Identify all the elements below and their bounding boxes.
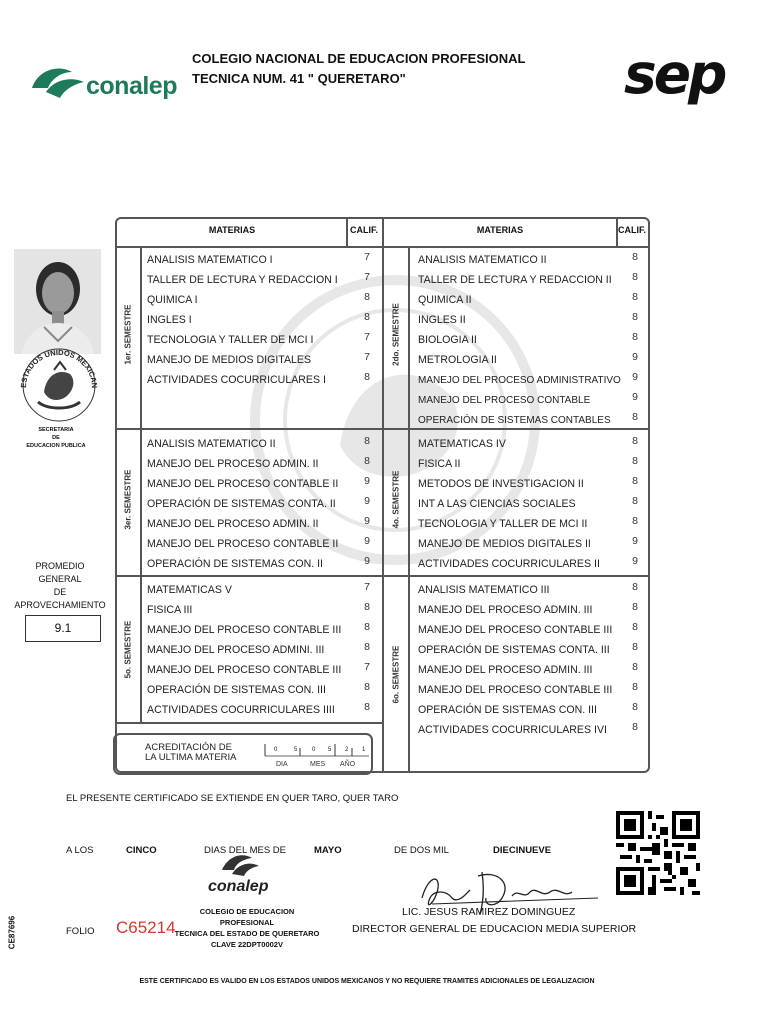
subject-row	[418, 534, 638, 554]
subject-grade: 8	[632, 311, 638, 323]
subject-row	[418, 434, 638, 454]
subject-name: MANEJO DEL PROCESO CONTABLE III	[147, 664, 342, 676]
subject-name: QUIMICA II	[418, 294, 472, 306]
subject-name: ANALISIS MATEMATICO III	[418, 584, 550, 596]
validity-footer-note: ESTE CERTIFICADO ES VALIDO EN LOS ESTADOS UNIDOS MEXICANOS Y NO REQUIERE TRAMITES ADICIONALES DE LEGALIZACION	[139, 978, 595, 985]
subject-grade: 8	[632, 251, 638, 263]
conalep-logo-mark-icon	[28, 58, 88, 104]
subject-grade: 9	[632, 555, 638, 567]
subject-grade: 8	[632, 271, 638, 283]
de-dos-mil-label: DE DOS MIL	[394, 845, 449, 856]
signer-name: LIC. JESUS RAMIREZ DOMINGUEZ	[402, 906, 576, 918]
student-photo	[14, 249, 101, 354]
date-tick-marks	[264, 743, 370, 757]
qr-code	[616, 810, 700, 896]
subject-row	[418, 680, 638, 700]
subject-grade: 9	[364, 475, 370, 487]
subject-name: OPERACIÓN DE SISTEMAS CON. II	[147, 558, 324, 570]
subject-row	[418, 700, 638, 720]
subject-grade: 8	[632, 515, 638, 527]
subject-name: MANEJO DEL PROCESO CONTABLE	[418, 395, 591, 406]
institution-line-2: TECNICA NUM. 41 " QUERETARO"	[192, 71, 406, 86]
year-word: DIECINUEVE	[493, 845, 552, 856]
date-digit: 0	[274, 747, 278, 753]
date-digit: 2	[345, 747, 349, 753]
subject-grade: 7	[364, 661, 370, 673]
subject-row	[147, 474, 370, 494]
subject-row	[418, 350, 638, 370]
subject-grade: 7	[364, 331, 370, 343]
subject-grade: 8	[632, 291, 638, 303]
subject-name: MANEJO DEL PROCESO ADMIN. III	[418, 604, 593, 616]
subject-name: MANEJO DEL PROCESO CONTABLE III	[418, 684, 613, 696]
subject-row	[418, 474, 638, 494]
folio-number: C65214	[116, 918, 176, 937]
subject-name: ANALISIS MATEMATICO I	[147, 254, 273, 266]
signer-title: DIRECTOR GENERAL DE EDUCACION MEDIA SUPERIOR	[352, 923, 637, 935]
semester-label-4: 4o. SEMESTRE	[391, 470, 401, 529]
subject-name: ACTIVIDADES COCURRICULARES IIII	[147, 704, 335, 716]
subject-grade: 8	[632, 641, 638, 653]
subject-grade: 9	[632, 351, 638, 363]
subject-row	[147, 494, 370, 514]
subject-row	[418, 514, 638, 534]
institution-stamp	[172, 850, 322, 949]
seal-caption	[20, 426, 92, 450]
subject-grade: 8	[364, 371, 370, 383]
subject-grade: 8	[364, 681, 370, 693]
semester-6-rows	[418, 580, 638, 740]
institution-line-1: COLEGIO NACIONAL DE EDUCACION PROFESIONAL	[192, 51, 526, 66]
sep-logo: sep	[624, 42, 725, 106]
semester-label-3: 3er. SEMESTRE	[123, 469, 133, 530]
accreditation-date	[264, 743, 370, 771]
date-caption-mes: MES	[310, 761, 326, 768]
subject-row	[147, 330, 370, 350]
subject-row	[418, 370, 638, 390]
subject-grade: 8	[632, 495, 638, 507]
conalep-logo-text: conalep	[86, 72, 177, 100]
subject-grade: 8	[632, 455, 638, 467]
subject-grade: 8	[632, 721, 638, 733]
subject-row	[418, 720, 638, 740]
promedio-line-3: DE	[53, 587, 67, 597]
subject-grade: 8	[632, 621, 638, 633]
divider-center-left	[382, 218, 384, 772]
divider-semlabel-left	[140, 248, 142, 722]
subject-grade: 8	[364, 311, 370, 323]
subject-row	[147, 554, 370, 574]
semester-2-rows	[418, 250, 638, 430]
subject-grade: 8	[364, 641, 370, 653]
date-caption-anio: AÑO	[340, 761, 356, 768]
promedio-value: 9.1	[25, 615, 101, 642]
subject-name: INGLES II	[418, 314, 466, 326]
day-word: CINCO	[126, 845, 157, 856]
subject-name: OPERACIÓN DE SISTEMAS CONTABLES	[418, 415, 611, 426]
subject-grade: 8	[364, 621, 370, 633]
subject-row	[147, 434, 370, 454]
stamp-line-3: CLAVE 22DPT0002V	[211, 940, 283, 949]
vertical-control-code: CE87696	[7, 915, 17, 950]
subject-row	[418, 250, 638, 270]
subject-name: MANEJO DEL PROCESO CONTABLE II	[147, 478, 339, 490]
subject-grade: 8	[632, 475, 638, 487]
subject-grade: 9	[364, 515, 370, 527]
subject-name: TALLER DE LECTURA Y REDACCION II	[418, 274, 612, 286]
subject-name: BIOLOGIA II	[418, 334, 477, 346]
subject-grade: 8	[632, 411, 638, 423]
conalep-logo	[28, 58, 180, 104]
subject-name: OPERACIÓN DE SISTEMAS CONTA. III	[418, 644, 610, 656]
subject-row	[418, 640, 638, 660]
subject-row	[418, 330, 638, 350]
accreditation-label-line-2: LA ULTIMA MATERIA	[145, 752, 237, 763]
subject-name: OPERACIÓN DE SISTEMAS CONTA. II	[147, 498, 336, 510]
dias-del-mes-label: DIAS DEL MES DE	[204, 845, 287, 856]
semester-4-rows	[418, 434, 638, 574]
seal-caption-line-2: DE	[52, 435, 60, 441]
subject-row	[147, 310, 370, 330]
subject-name: MANEJO DEL PROCESO ADMINISTRATIVO	[418, 375, 621, 386]
subject-name: TALLER DE LECTURA Y REDACCION I	[147, 274, 338, 286]
subject-name: ACTIVIDADES COCURRICULARES II	[418, 558, 600, 570]
subject-row	[147, 534, 370, 554]
subject-grade: 8	[632, 581, 638, 593]
subject-name: METODOS DE INVESTIGACION II	[418, 478, 584, 490]
subject-row	[418, 410, 638, 430]
subject-name: MATEMATICAS V	[147, 584, 232, 596]
a-los-label: A LOS	[66, 845, 94, 856]
date-digit: 0	[312, 747, 316, 753]
subject-name: MANEJO DEL PROCESO ADMIN. II	[147, 518, 319, 530]
subject-grade: 9	[632, 371, 638, 383]
promedio-line-2: GENERAL	[38, 574, 82, 584]
divider-sem34-end	[116, 575, 649, 577]
date-digit: 5	[328, 747, 332, 753]
promedio-line-4: APROVECHAMIENTO	[14, 600, 106, 610]
extends-statement: EL PRESENTE CERTIFICADO SE EXTIENDE EN QUER TARO, QUER TARO	[66, 793, 399, 804]
subject-name: OPERACIÓN DE SISTEMAS CON. III	[147, 684, 326, 696]
date-caption-dia: DIA	[276, 761, 288, 768]
seal-caption-line-1: SECRETARIA	[38, 427, 74, 433]
subject-grade: 8	[632, 331, 638, 343]
subject-grade: 9	[364, 555, 370, 567]
subject-row	[418, 390, 638, 410]
subject-name: TECNOLOGIA Y TALLER DE MCI I	[147, 334, 314, 346]
subject-name: INGLES I	[147, 314, 192, 326]
subject-name: ANALISIS MATEMATICO II	[418, 254, 547, 266]
subject-row	[147, 660, 370, 680]
divider-calif-left	[346, 218, 348, 248]
semester-1-rows	[147, 250, 370, 390]
subject-grade: 8	[632, 701, 638, 713]
subject-row	[418, 600, 638, 620]
seal-caption-line-3: EDUCACION PUBLICA	[26, 443, 86, 449]
stamp-caption	[172, 906, 322, 950]
subject-name: ANALISIS MATEMATICO II	[147, 438, 276, 450]
subject-row	[147, 270, 370, 290]
subject-name: MANEJO DEL PROCESO CONTABLE II	[147, 538, 339, 550]
subject-row	[147, 370, 370, 390]
subject-row	[147, 580, 370, 600]
semester-5-rows	[147, 580, 370, 720]
subject-name: OPERACIÓN DE SISTEMAS CON. III	[418, 704, 597, 716]
subject-row	[418, 494, 638, 514]
subject-name: MANEJO DE MEDIOS DIGITALES II	[418, 538, 591, 550]
subject-grade: 8	[632, 435, 638, 447]
subject-name: TECNOLOGIA Y TALLER DE MCI II	[418, 518, 588, 530]
subject-row	[147, 680, 370, 700]
subject-name: ACTIVIDADES COCURRICULARES IVI	[418, 724, 607, 736]
seal-ring-text: ESTADOS UNIDOS MEXICAN	[18, 347, 100, 389]
subject-row	[418, 310, 638, 330]
semester-3-rows	[147, 434, 370, 574]
subject-grade: 8	[364, 291, 370, 303]
subject-grade: 9	[632, 391, 638, 403]
promedio-label	[12, 560, 108, 612]
subject-row	[418, 660, 638, 680]
subject-grade: 7	[364, 251, 370, 263]
subject-row	[418, 620, 638, 640]
subject-name: MANEJO DEL PROCESO CONTABLE III	[418, 624, 613, 636]
subject-row	[418, 580, 638, 600]
subject-name: FISICA III	[147, 604, 193, 616]
stamp-logo-text: conalep	[208, 878, 269, 895]
subject-row	[147, 454, 370, 474]
subject-row	[418, 454, 638, 474]
accreditation-label-line-1: ACREDITACIÓN DE	[145, 742, 232, 753]
subject-grade: 8	[632, 661, 638, 673]
subject-grade: 8	[632, 681, 638, 693]
subject-row	[147, 600, 370, 620]
subject-row	[147, 514, 370, 534]
subject-grade: 9	[632, 535, 638, 547]
subject-row	[147, 620, 370, 640]
subject-name: INT A LAS CIENCIAS SOCIALES	[418, 498, 576, 510]
semester-label-5: 5o. SEMESTRE	[123, 620, 133, 679]
subject-name: MATEMATICAS IV	[418, 438, 506, 450]
subject-row	[147, 290, 370, 310]
accreditation-label	[145, 743, 237, 763]
subject-grade: 8	[364, 701, 370, 713]
subject-row	[147, 350, 370, 370]
subject-row	[147, 250, 370, 270]
col-header-materias-left: MATERIAS	[208, 225, 256, 235]
subject-name: MANEJO DEL PROCESO ADMIN. II	[147, 458, 319, 470]
subject-grade: 8	[364, 435, 370, 447]
col-header-materias-right: MATERIAS	[476, 225, 524, 235]
subject-grade: 7	[364, 351, 370, 363]
subject-grade: 7	[364, 581, 370, 593]
subject-grade: 8	[364, 601, 370, 613]
subject-row	[418, 554, 638, 574]
subject-grade: 8	[632, 601, 638, 613]
subject-row	[418, 290, 638, 310]
promedio-line-1: PROMEDIO	[35, 561, 85, 571]
divider-center-right	[408, 248, 410, 772]
sep-seal	[14, 340, 104, 430]
stamp-line-2: TECNICA DEL ESTADO DE QUERETARO	[174, 929, 320, 938]
subject-row	[418, 270, 638, 290]
col-header-calif-left: CALIF.	[350, 225, 378, 235]
semester-label-2: 2do. SEMESTRE	[391, 303, 401, 366]
divider-sem5-end	[116, 722, 383, 724]
subject-name: QUIMICA I	[147, 294, 198, 306]
month-word: MAYO	[314, 845, 342, 856]
semester-label-6: 6o. SEMESTRE	[391, 645, 401, 704]
stamp-logo-mark-icon	[220, 850, 260, 878]
subject-row	[147, 700, 370, 720]
subject-grade: 8	[364, 455, 370, 467]
folio-label: FOLIO	[66, 926, 95, 937]
subject-name: MANEJO DEL PROCESO ADMINI. III	[147, 644, 325, 656]
divider-calif-right	[616, 218, 618, 248]
subject-grade: 7	[364, 271, 370, 283]
subject-grade: 9	[364, 495, 370, 507]
subject-name: MANEJO DEL PROCESO CONTABLE III	[147, 624, 342, 636]
subject-name: METROLOGIA II	[418, 354, 497, 366]
semester-label-1: 1er. SEMESTRE	[123, 304, 133, 365]
subject-row	[147, 640, 370, 660]
col-header-calif-right: CALIF.	[618, 225, 646, 235]
subject-grade: 9	[364, 535, 370, 547]
date-digit: 5	[294, 747, 298, 753]
subject-name: ACTIVIDADES COCURRICULARES I	[147, 374, 326, 386]
date-digit: 1	[362, 747, 366, 753]
subject-name: FISICA II	[418, 458, 461, 470]
stamp-line-1: COLEGIO DE EDUCACION PROFESIONAL	[199, 907, 295, 927]
institution-title	[192, 49, 525, 89]
subject-name: MANEJO DE MEDIOS DIGITALES	[147, 354, 312, 366]
subject-name: MANEJO DEL PROCESO ADMIN. III	[418, 664, 593, 676]
